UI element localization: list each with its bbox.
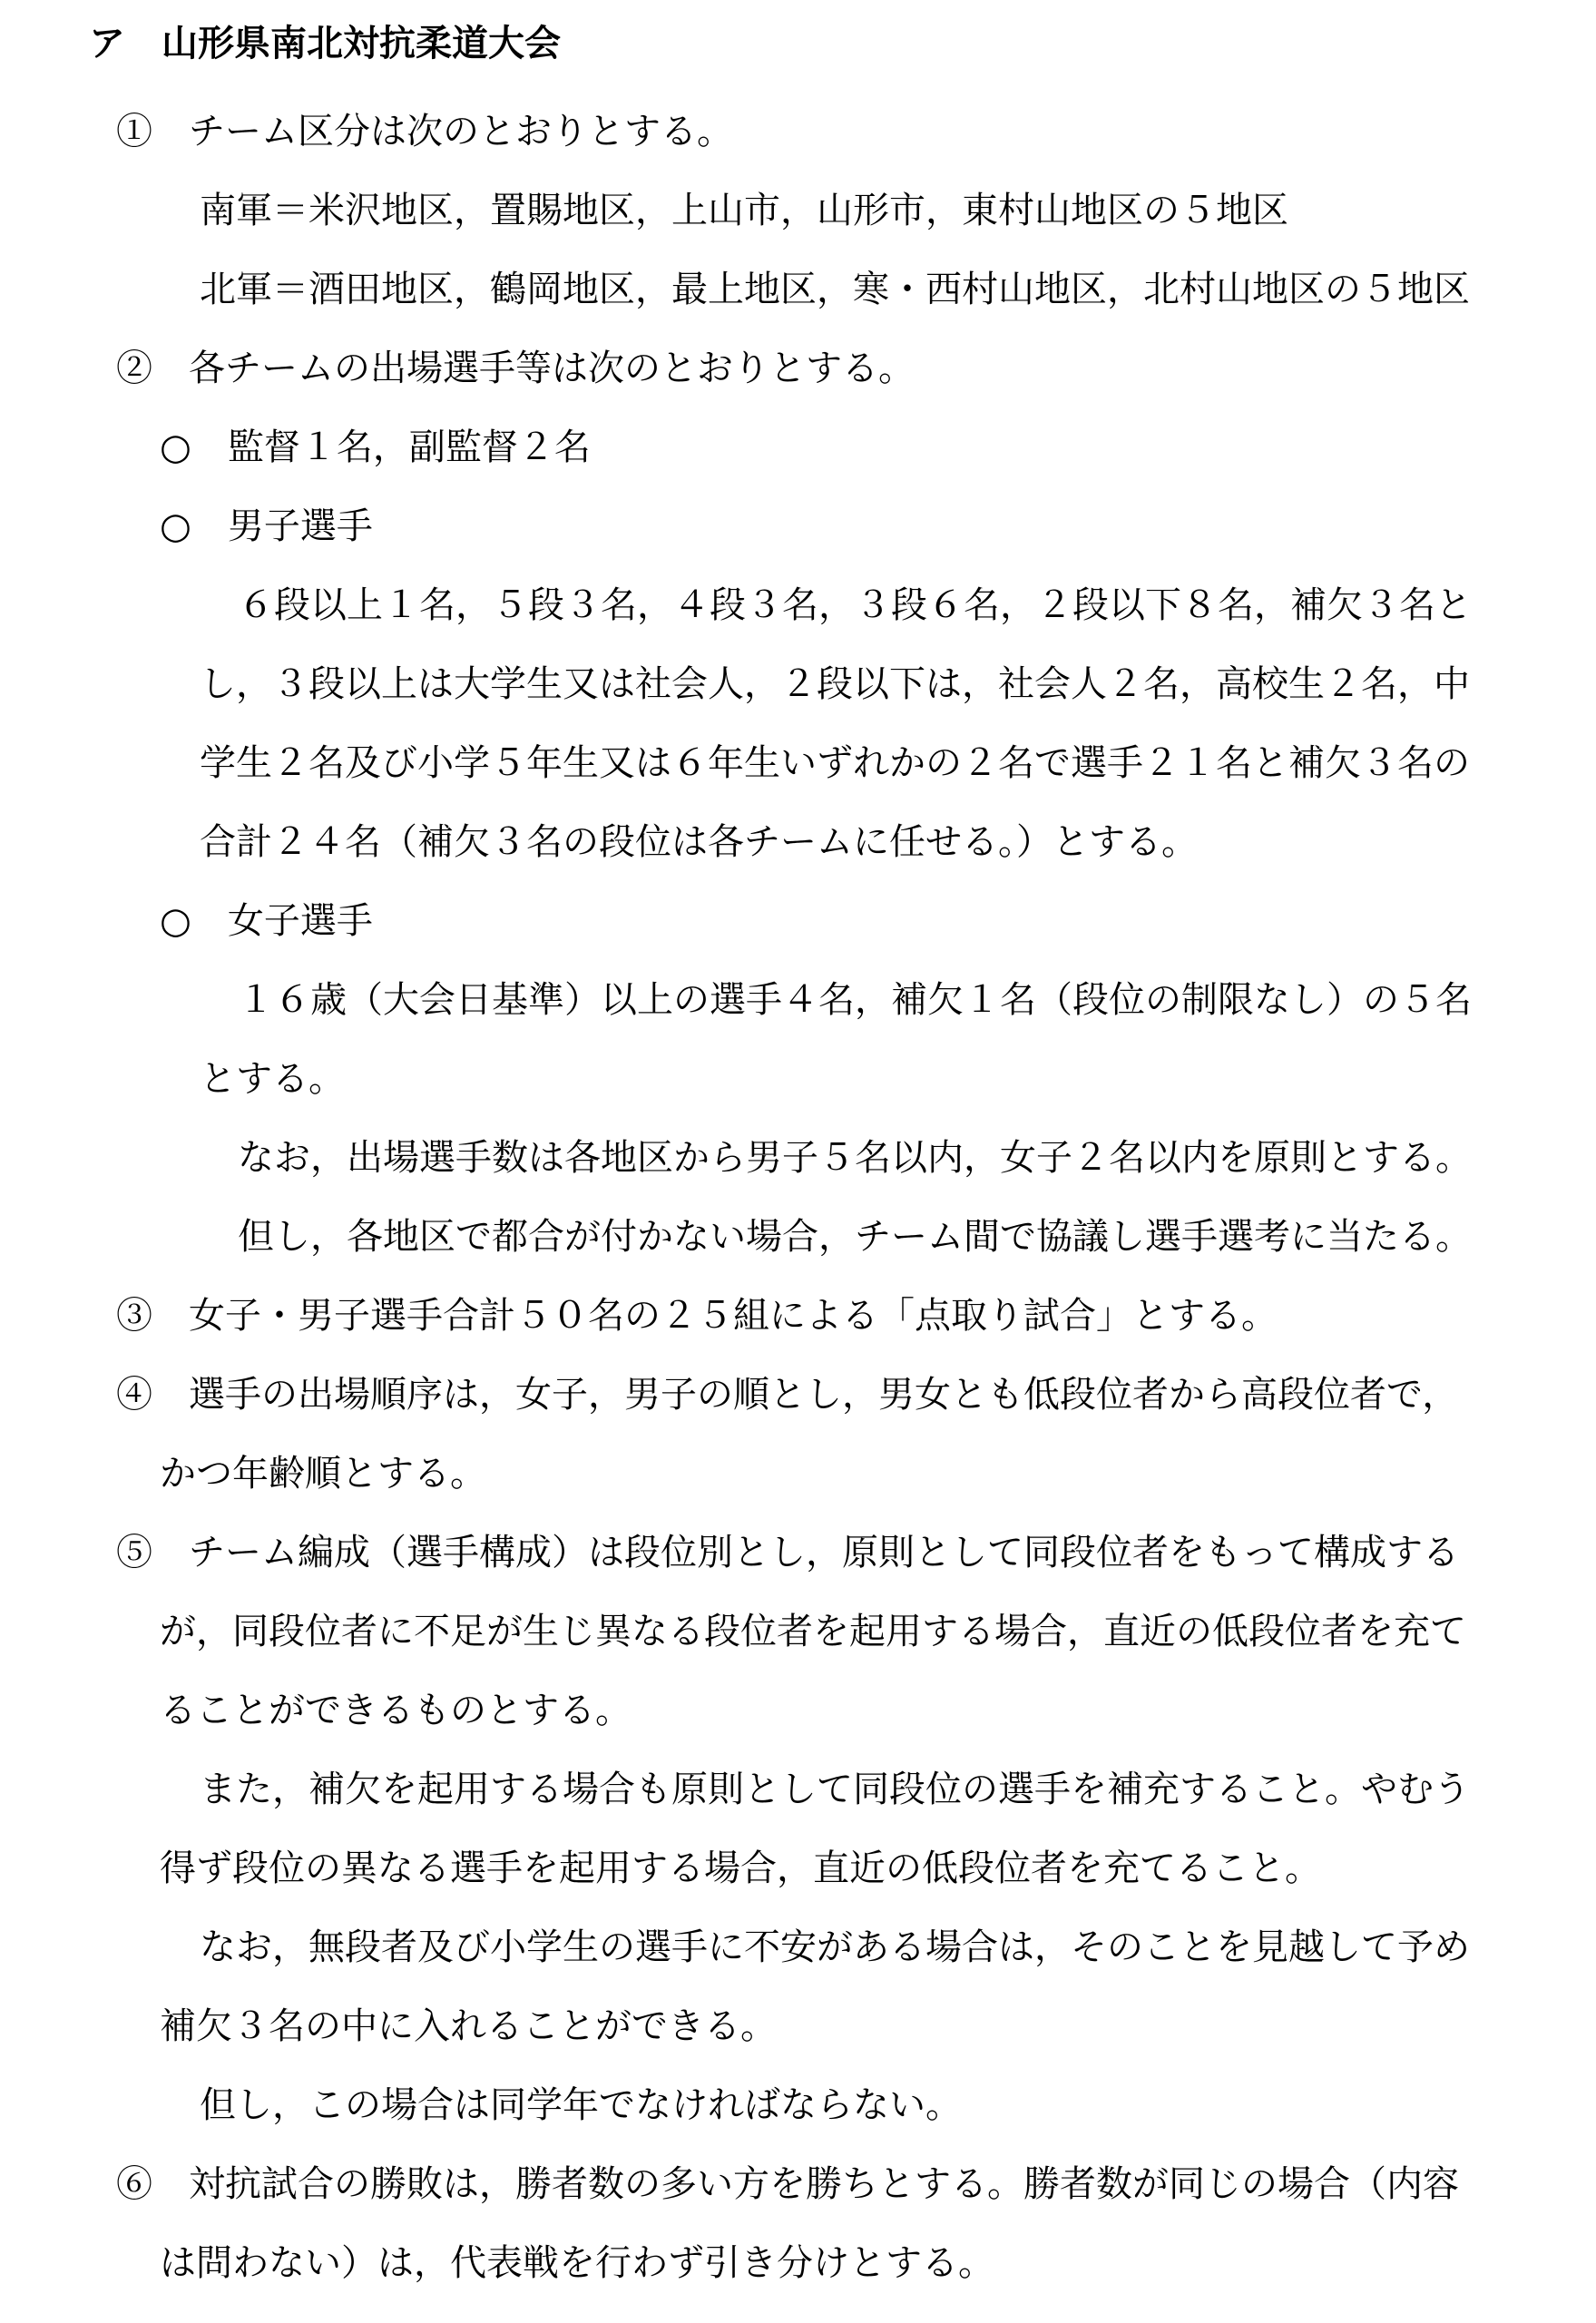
male-players-line-2: し，３段以上は大学生又は社会人，２段以下は，社会人２名，高校生２名，中	[200, 663, 1470, 705]
note-line-1: なお，出場選手数は各地区から男子５名以内，女子２名以内を原則とする。	[238, 1137, 1472, 1179]
female-players-line-1: １６歳（大会日基準）以上の選手４名，補欠１名（段位の制限なし）の５名	[238, 979, 1472, 1021]
item-5-line-2: が，同段位者に不足が生じ異なる段位者を起用する場合，直近の低段位者を充て	[160, 1611, 1466, 1652]
item-3-text: ③ 女子・男子選手合計５０名の２５組による「点取り試合」とする。	[116, 1295, 1278, 1337]
beginner-line-1: なお，無段者及び小学生の選手に不安がある場合は，そのことを見越して予め	[200, 1926, 1470, 1968]
female-players-heading: ○ 女子選手	[160, 900, 373, 942]
item-4-line-1: ④ 選手の出場順序は，女子，男子の順とし，男女とも低段位者から高段位者で，	[116, 1374, 1459, 1416]
item-2-text: ② 各チームの出場選手等は次のとおりとする。	[116, 348, 915, 389]
north-team-text: 北軍＝酒田地区，鶴岡地区，最上地区，寒・西村山地区，北村山地区の５地区	[200, 269, 1470, 310]
male-players-line-3: 学生２名及び小学５年生又は６年生いずれかの２名で選手２１名と補欠３名の	[200, 742, 1470, 784]
beginner-line-2: 補欠３名の中に入れることができる。	[160, 2005, 777, 2047]
same-grade-line: 但し，この場合は同学年でなければならない。	[200, 2084, 962, 2126]
note-line-2: 但し，各地区で都合が付かない場合，チーム間で協議し選手選考に当たる。	[238, 1216, 1472, 1258]
male-players-heading: ○ 男子選手	[160, 505, 373, 547]
female-players-line-2: とする。	[200, 1058, 345, 1100]
item-1-text: ① チーム区分は次のとおりとする。	[116, 111, 733, 152]
managers-text: ○ 監督１名，副監督２名	[160, 426, 591, 468]
male-players-line-4: 合計２４名（補欠３名の段位は各チームに任せる。）とする。	[200, 821, 1198, 863]
item-5-line-1: ⑤ チーム編成（選手構成）は段位別とし，原則として同段位者をもって構成する	[116, 1532, 1459, 1573]
item-6-line-1: ⑥ 対抗試合の勝敗は，勝者数の多い方を勝ちとする。勝者数が同じの場合（内容	[116, 2163, 1459, 2205]
south-team-text: 南軍＝米沢地区，置賜地区，上山市，山形市，東村山地区の５地区	[200, 190, 1288, 231]
section-heading: ア 山形県南北対抗柔道大会	[89, 23, 561, 64]
male-players-line-1: ６段以上１名，５段３名，４段３名，３段６名，２段以下８名，補欠３名と	[238, 584, 1472, 626]
item-4-line-2: かつ年齢順とする。	[160, 1453, 486, 1495]
item-6-line-2: は問わない）は，代表戦を行わず引き分けとする。	[160, 2242, 994, 2284]
substitute-line-1: また，補欠を起用する場合も原則として同段位の選手を補充すること。やむう	[200, 1769, 1470, 1810]
substitute-line-2: 得ず段位の異なる選手を起用する場合，直近の低段位者を充てること。	[160, 1848, 1321, 1889]
item-5-line-3: ることができるものとする。	[160, 1690, 632, 1731]
